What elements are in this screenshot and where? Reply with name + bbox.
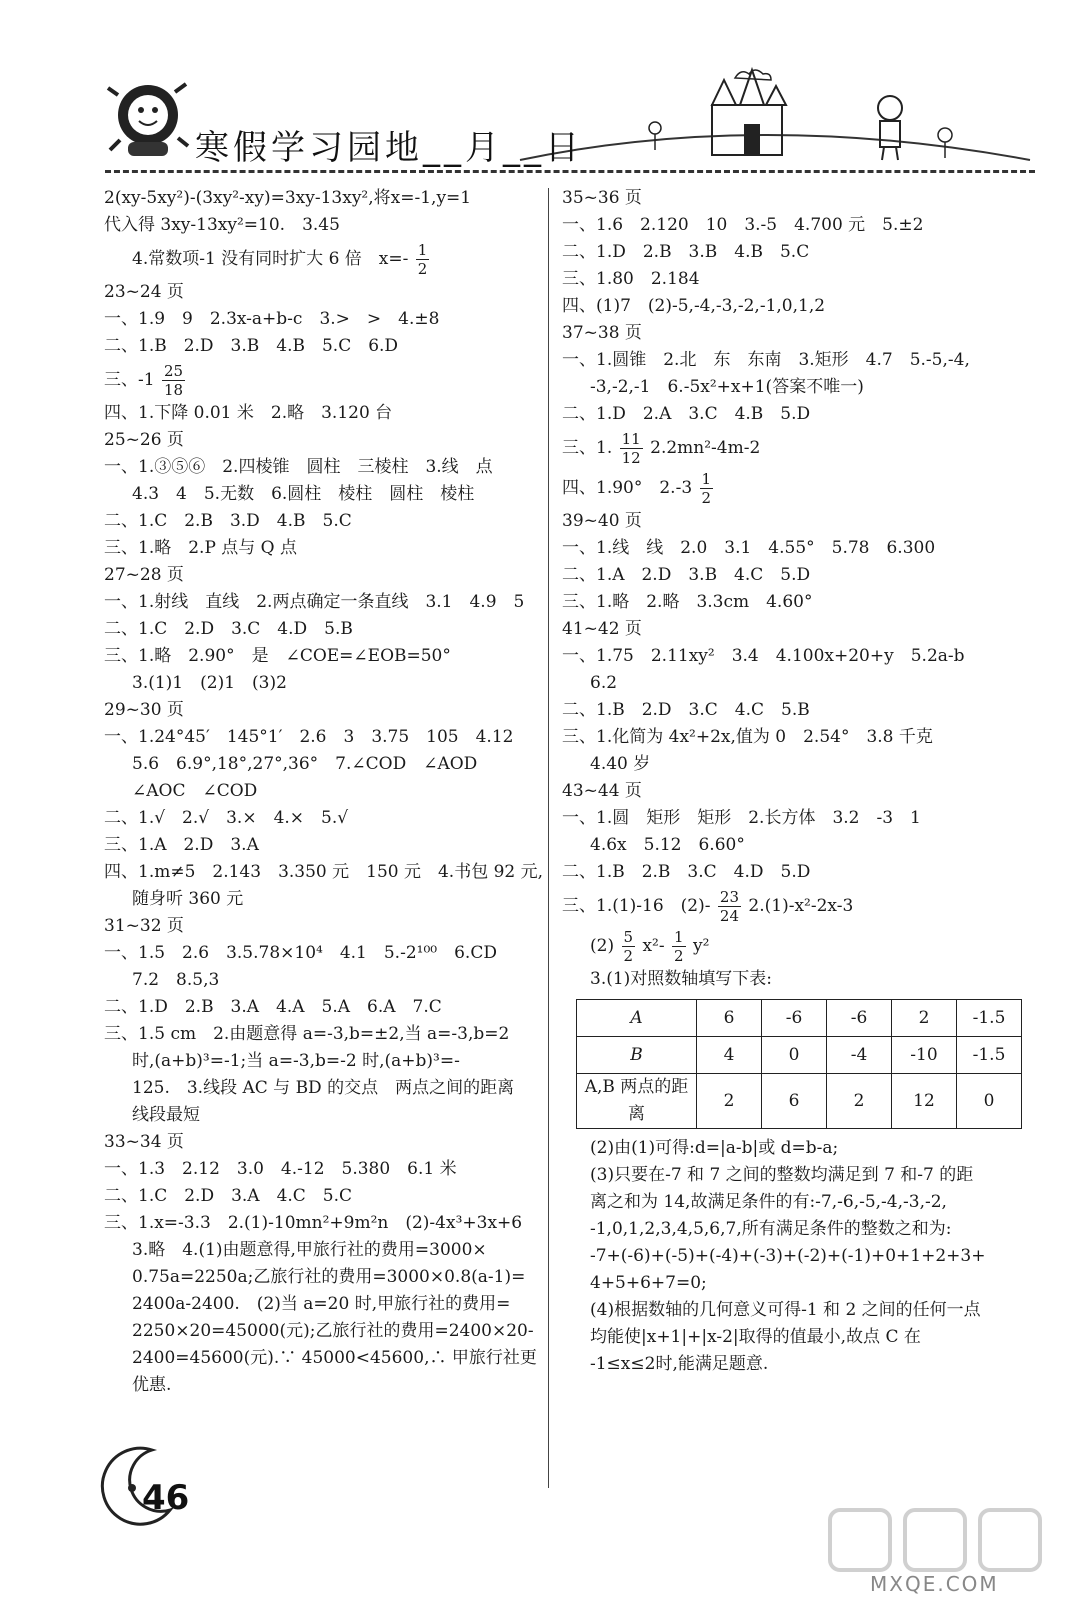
- table-cell: 2: [892, 1000, 957, 1037]
- answer-line: -1≤x≤2时,能满足题意.: [590, 1354, 769, 1374]
- answer-line: 二、1.B 2.D 3.B 4.B 5.C 6.D: [104, 336, 399, 356]
- answer-line: 一、1.6 2.120 10 3.-5 4.700 元 5.±2: [562, 215, 924, 235]
- page-header: [0, 0, 1077, 190]
- watermark-text: MXQE.COM: [870, 1572, 999, 1596]
- answer-line: 一、1.9 9 2.3x-a+b-c 3.> > 4.±8: [104, 309, 440, 329]
- section-heading: 39~40 页: [562, 511, 642, 531]
- answer-line: 三、1.略 2.90° 是 ∠COE=∠EOB=50°: [104, 646, 451, 666]
- flower-icon: [649, 122, 952, 158]
- fraction: $\frac{1}{2}$: [674, 928, 684, 965]
- column-divider: [548, 188, 549, 1488]
- answer-line: 四、(1)7 (2)-5,-4,-3,-2,-1,0,1,2: [562, 296, 826, 316]
- answer-line: 2400a-2400. (2)当 a=20 时,甲旅行社的费用=: [132, 1294, 511, 1314]
- section-heading: 37~38 页: [562, 323, 642, 343]
- answer-line: 二、1.B 2.B 3.C 4.D 5.D: [562, 862, 811, 882]
- table-cell: 2: [697, 1074, 762, 1129]
- answer-line: 一、1.75 2.11xy² 3.4 4.100x+20+y 5.2a-b: [562, 646, 965, 666]
- answer-line: 三、1.化简为 4x²+2x,值为 0 2.54° 3.8 千克: [562, 727, 933, 747]
- answer-line: 三、1.5 cm 2.由题意得 a=-3,b=±2,当 a=-3,b=2: [104, 1024, 510, 1044]
- answer-line: 优惠.: [132, 1375, 172, 1395]
- fraction: $\frac{23}{24}$: [719, 888, 740, 925]
- castle-icon: [712, 70, 786, 155]
- answer-line: 一、1.线 线 2.0 3.1 4.55° 5.78 6.300: [562, 538, 936, 558]
- answer-line: 3.(1)对照数轴填写下表:: [590, 969, 773, 989]
- table-cell: 6: [697, 1000, 762, 1037]
- answer-line: 二、1.A 2.D 3.B 4.C 5.D: [562, 565, 811, 585]
- answer-line: 一、1.5 2.6 3.5.78×10⁴ 4.1 5.-2¹⁰⁰ 6.CD: [104, 943, 497, 963]
- left-column: [104, 185, 544, 1399]
- answer-line: 2250×20=45000(元);乙旅行社的费用=2400×20-: [132, 1321, 534, 1341]
- section-heading: 29~30 页: [104, 700, 184, 720]
- table-cell: A: [577, 1000, 697, 1037]
- answer-line: 一、1.圆锥 2.北 东 东南 3.矩形 4.7 5.-5,-4,: [562, 350, 970, 370]
- answer-line: 0.75a=2250a;乙旅行社的费用=3000×0.8(a-1)=: [132, 1267, 526, 1287]
- answer-line: (3)只要在-7 和 7 之间的整数均满足到 7 和-7 的距: [590, 1165, 974, 1185]
- page-number: 46: [142, 1478, 190, 1518]
- answer-line: 三、1.略 2.略 3.3cm 4.60°: [562, 592, 813, 612]
- table-cell: 12: [892, 1074, 957, 1129]
- table-cell: -6: [762, 1000, 827, 1037]
- answer-line: 二、1.C 2.D 3.A 4.C 5.C: [104, 1186, 353, 1206]
- answer-line: 二、1.D 2.B 3.A 4.A 5.A 6.A 7.C: [104, 997, 442, 1017]
- answer-line: 2(xy-5xy²)-(3xy²-xy)=3xy-13xy²,将x=-1,y=1: [104, 188, 472, 208]
- answer-line: 125. 3.线段 AC 与 BD 的交点 两点之间的距离: [132, 1078, 515, 1098]
- answer-line: 7.2 8.5,3: [132, 970, 220, 990]
- answer-line: 三、1.(1)-16 (2)- $\frac{23}{24}$ 2.(1)-x²-2x-3: [562, 888, 854, 925]
- section-heading: 33~34 页: [104, 1132, 184, 1152]
- fraction: $\frac{25}{18}$: [163, 362, 184, 399]
- fraction: $\frac{5}{2}$: [623, 928, 634, 965]
- answer-line: 二、1.C 2.D 3.C 4.D 5.B: [104, 619, 353, 639]
- section-heading: 31~32 页: [104, 916, 184, 936]
- table-cell: -4: [827, 1037, 892, 1074]
- answer-line: 4+5+6+7=0;: [590, 1273, 707, 1293]
- answer-line: 均能使|x+1|+|x-2|取得的值最小,故点 C 在: [590, 1327, 921, 1347]
- table-row: [577, 1037, 1022, 1074]
- table-cell: -1.5: [957, 1000, 1022, 1037]
- answer-line: (2)由(1)可得:d=|a-b|或 d=b-a;: [590, 1138, 839, 1158]
- table-cell: -6: [827, 1000, 892, 1037]
- table-cell: -1.5: [957, 1037, 1022, 1074]
- answer-line: 时,(a+b)³=-1;当 a=-3,b=-2 时,(a+b)³=-: [132, 1051, 460, 1071]
- answer-line: 线段最短: [132, 1105, 200, 1125]
- header-dashed-rule: [105, 170, 1035, 173]
- fraction: $\frac{1}{2}$: [701, 470, 712, 507]
- answer-line: (4)根据数轴的几何意义可得-1 和 2 之间的任何一点: [590, 1300, 981, 1320]
- table-cell: 2: [827, 1074, 892, 1129]
- answer-line: 6.2: [590, 673, 618, 693]
- sun-mascot-icon: [108, 84, 188, 156]
- answer-line: 四、1.90° 2.-3 $\frac{1}{2}$: [562, 470, 712, 507]
- answer-line: 四、1.m≠5 2.143 3.350 元 150 元 4.书包 92 元,: [104, 862, 544, 882]
- answer-line: 4.40 岁: [590, 754, 651, 774]
- answer-line: -3,-2,-1 6.-5x²+x+1(答案不唯一): [590, 377, 864, 397]
- page-title: 寒假学习园地__月__日: [195, 128, 583, 168]
- table-cell: B: [577, 1037, 697, 1074]
- answer-line: 二、1.D 2.B 3.B 4.B 5.C: [562, 242, 810, 262]
- table-cell: -10: [892, 1037, 957, 1074]
- table-row: [577, 1000, 1022, 1037]
- boy-figure-icon: [878, 96, 902, 160]
- fraction: $\frac{1}{2}$: [417, 241, 428, 278]
- answer-line: 一、1.圆 矩形 矩形 2.长方体 3.2 -3 1: [562, 808, 921, 828]
- answer-line: 一、1.射线 直线 2.两点确定一条直线 3.1 4.9 5: [104, 592, 525, 612]
- right-column: [562, 185, 1022, 1378]
- answer-line: 三、1.80 2.184: [562, 269, 700, 289]
- fraction: $\frac{11}{12}$: [621, 430, 641, 467]
- answer-line: 2400=45600(元).∵ 45000<45600,∴ 甲旅行社更: [132, 1348, 537, 1368]
- section-heading: 23~24 页: [104, 282, 184, 302]
- answer-line: 3.(1)1 (2)1 (3)2: [132, 673, 287, 693]
- answer-line: 一、1.③⑤⑥ 2.四棱锥 圆柱 三棱柱 3.线 点: [104, 457, 493, 477]
- answer-line: 4.3 4 5.无数 6.圆柱 棱柱 圆柱 棱柱: [132, 484, 475, 504]
- table-cell: 0: [762, 1037, 827, 1074]
- section-heading: 27~28 页: [104, 565, 184, 585]
- answer-line: 代入得 3xy-13xy²=10. 3.45: [104, 215, 340, 235]
- answer-line: -7+(-6)+(-5)+(-4)+(-3)+(-2)+(-1)+0+1+2+3+: [590, 1246, 986, 1266]
- answer-line: (2) $\frac{5}{2}$ x²- $\frac{1}{2}$ y²: [590, 928, 710, 965]
- answer-line: 二、1.D 2.A 3.C 4.B 5.D: [562, 404, 811, 424]
- answer-line: 三、1.A 2.D 3.A: [104, 835, 259, 855]
- distance-table: [576, 999, 1022, 1129]
- answer-line: 二、1.√ 2.√ 3.× 4.× 5.√: [104, 808, 349, 828]
- answer-line: 离之和为 14,故满足条件的有:-7,-6,-5,-4,-3,-2,: [590, 1192, 947, 1212]
- answer-line: -1,0,1,2,3,4,5,6,7,所有满足条件的整数之和为:: [590, 1219, 952, 1239]
- answer-line: 一、1.3 2.12 3.0 4.-12 5.380 6.1 米: [104, 1159, 457, 1179]
- answer-line: 二、1.C 2.B 3.D 4.B 5.C: [104, 511, 352, 531]
- table-row: [577, 1074, 1022, 1129]
- answer-line: 4.常数项-1 没有同时扩大 6 倍 x=- $\frac{1}{2}$: [132, 241, 428, 278]
- answer-line: 一、1.24°45′ 145°1′ 2.6 3 3.75 105 4.12: [104, 727, 514, 747]
- answer-line: 三、1. $\frac{11}{12}$ 2.2mn²-4m-2: [562, 430, 761, 467]
- table-cell: A,B 两点的距离: [577, 1074, 697, 1129]
- table-cell: 4: [697, 1037, 762, 1074]
- section-heading: 25~26 页: [104, 430, 184, 450]
- answer-line: 随身听 360 元: [132, 889, 244, 909]
- table-cell: 0: [957, 1074, 1022, 1129]
- answer-line: 4.6x 5.12 6.60°: [590, 835, 745, 855]
- section-heading: 41~42 页: [562, 619, 642, 639]
- answer-line: 三、-1 $\frac{25}{18}$: [104, 362, 184, 399]
- section-heading: 35~36 页: [562, 188, 642, 208]
- answer-line: 三、1.略 2.P 点与 Q 点: [104, 538, 298, 558]
- table-cell: 6: [762, 1074, 827, 1129]
- answer-line: 四、1.下降 0.01 米 2.略 3.120 台: [104, 403, 393, 423]
- section-heading: 43~44 页: [562, 781, 642, 801]
- answer-line: 5.6 6.9°,18°,27°,36° 7.∠COD ∠AOD: [132, 754, 478, 774]
- answer-line: 3.略 4.(1)由题意得,甲旅行社的费用=3000×: [132, 1240, 487, 1260]
- answer-line: ∠AOC ∠COD: [132, 781, 258, 801]
- answer-line: 二、1.B 2.D 3.C 4.C 5.B: [562, 700, 810, 720]
- answer-line: 三、1.x=-3.3 2.(1)-10mn²+9m²n (2)-4x³+3x+6: [104, 1213, 523, 1233]
